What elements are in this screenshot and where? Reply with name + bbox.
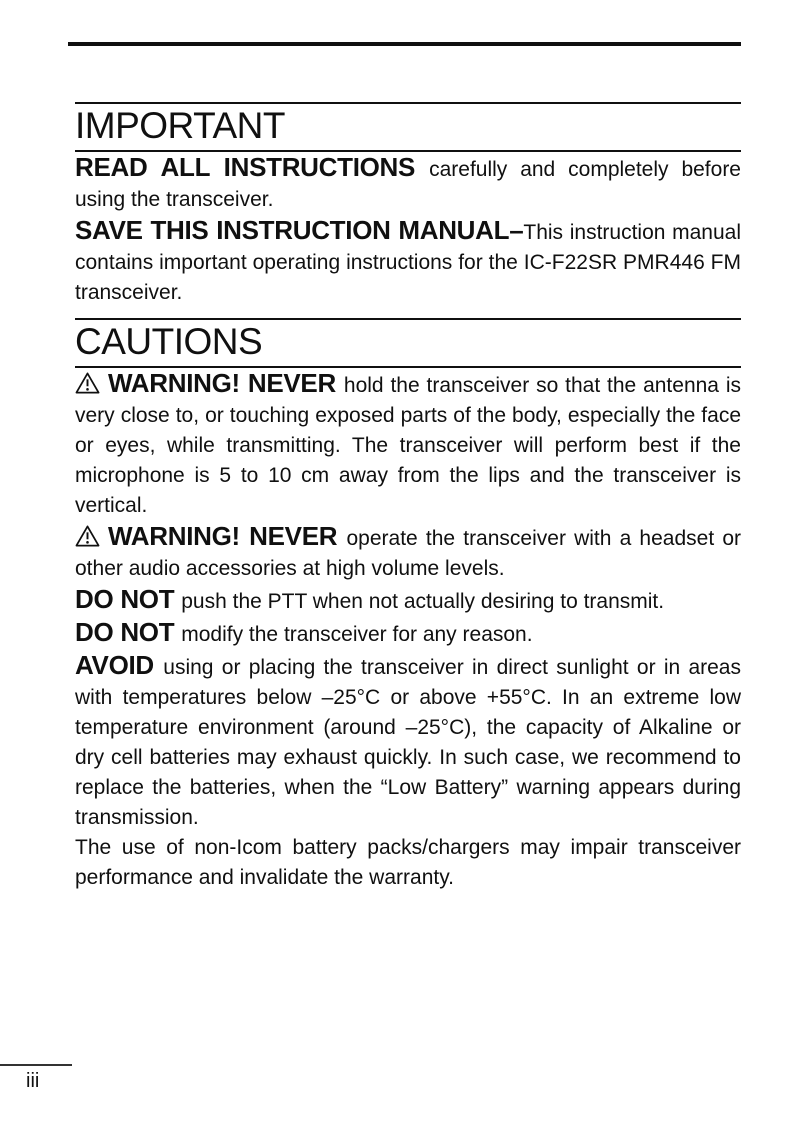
warning-triangle-icon: [75, 371, 100, 395]
donot-modify-text: modify the transceiver for any reason.: [181, 623, 533, 646]
warning-headset-paragraph: [75, 521, 741, 584]
donot-push-ptt-lead: DO NOT: [75, 584, 182, 614]
warning-triangle-icon: [75, 524, 100, 548]
read-instructions-text: carefully and completely before using the transceiver.: [75, 158, 741, 211]
donot-push-ptt-paragraph: [75, 584, 741, 617]
page-content: [0, 42, 795, 893]
donot-push-ptt-text: push the PTT when not actually desiring to transmit.: [181, 590, 665, 613]
save-manual-text: This instruction manual contains important operating instructions for the IC-F22SR PMR446 FM transceiver.: [75, 221, 741, 304]
read-instructions-lead: READ ALL INSTRUCTIONS: [75, 152, 430, 182]
avoid-sunlight-lead: AVOID: [75, 650, 164, 680]
section-cautions: [75, 318, 741, 893]
warning-antenna-paragraph: [75, 368, 741, 521]
top-rule: [68, 42, 741, 46]
warning-antenna-lead: WARNING! NEVER: [108, 368, 344, 398]
battery-warranty-paragraph: [75, 833, 741, 893]
donot-modify-paragraph: [75, 617, 741, 650]
important-title: IMPORTANT: [75, 102, 741, 152]
avoid-sunlight-paragraph: [75, 650, 741, 833]
page-number: iii: [26, 1070, 40, 1092]
read-instructions-paragraph: [75, 152, 741, 215]
avoid-sunlight-text: using or placing the transceiver in direct sunlight or in areas with temperatures below –25°C or above +55°C. In an extreme low temperature environment (around –25°C), the capacity of Alkaline or dry cell batteries may exhaust quickly. In such case, we recommend to replace the batteries, when the “Low Battery” warning appears during transmission.: [75, 656, 741, 829]
page-footer: [0, 1064, 72, 1094]
warning-headset-lead: WARNING! NEVER: [108, 521, 347, 551]
save-manual-lead: SAVE THIS INSTRUCTION MANUAL–: [75, 215, 524, 245]
battery-warranty-text: The use of non-Icom battery packs/chargers may impair transceiver performance and invalidate the warranty.: [75, 836, 741, 889]
warning-antenna-text: hold the transceiver so that the antenna is very close to, or touching exposed parts of the body, especially the face or eyes, while transmitting. The transceiver will perform best if the microphone is 5 to 10 cm away from the lips and the transceiver is vertical.: [75, 374, 742, 517]
save-manual-paragraph: [75, 215, 741, 308]
warning-headset-text: operate the transceiver with a headset or other audio accessories at high volume levels.: [75, 527, 741, 580]
section-important: [75, 102, 741, 308]
cautions-title: CAUTIONS: [75, 318, 741, 368]
donot-modify-lead: DO NOT: [75, 617, 182, 647]
